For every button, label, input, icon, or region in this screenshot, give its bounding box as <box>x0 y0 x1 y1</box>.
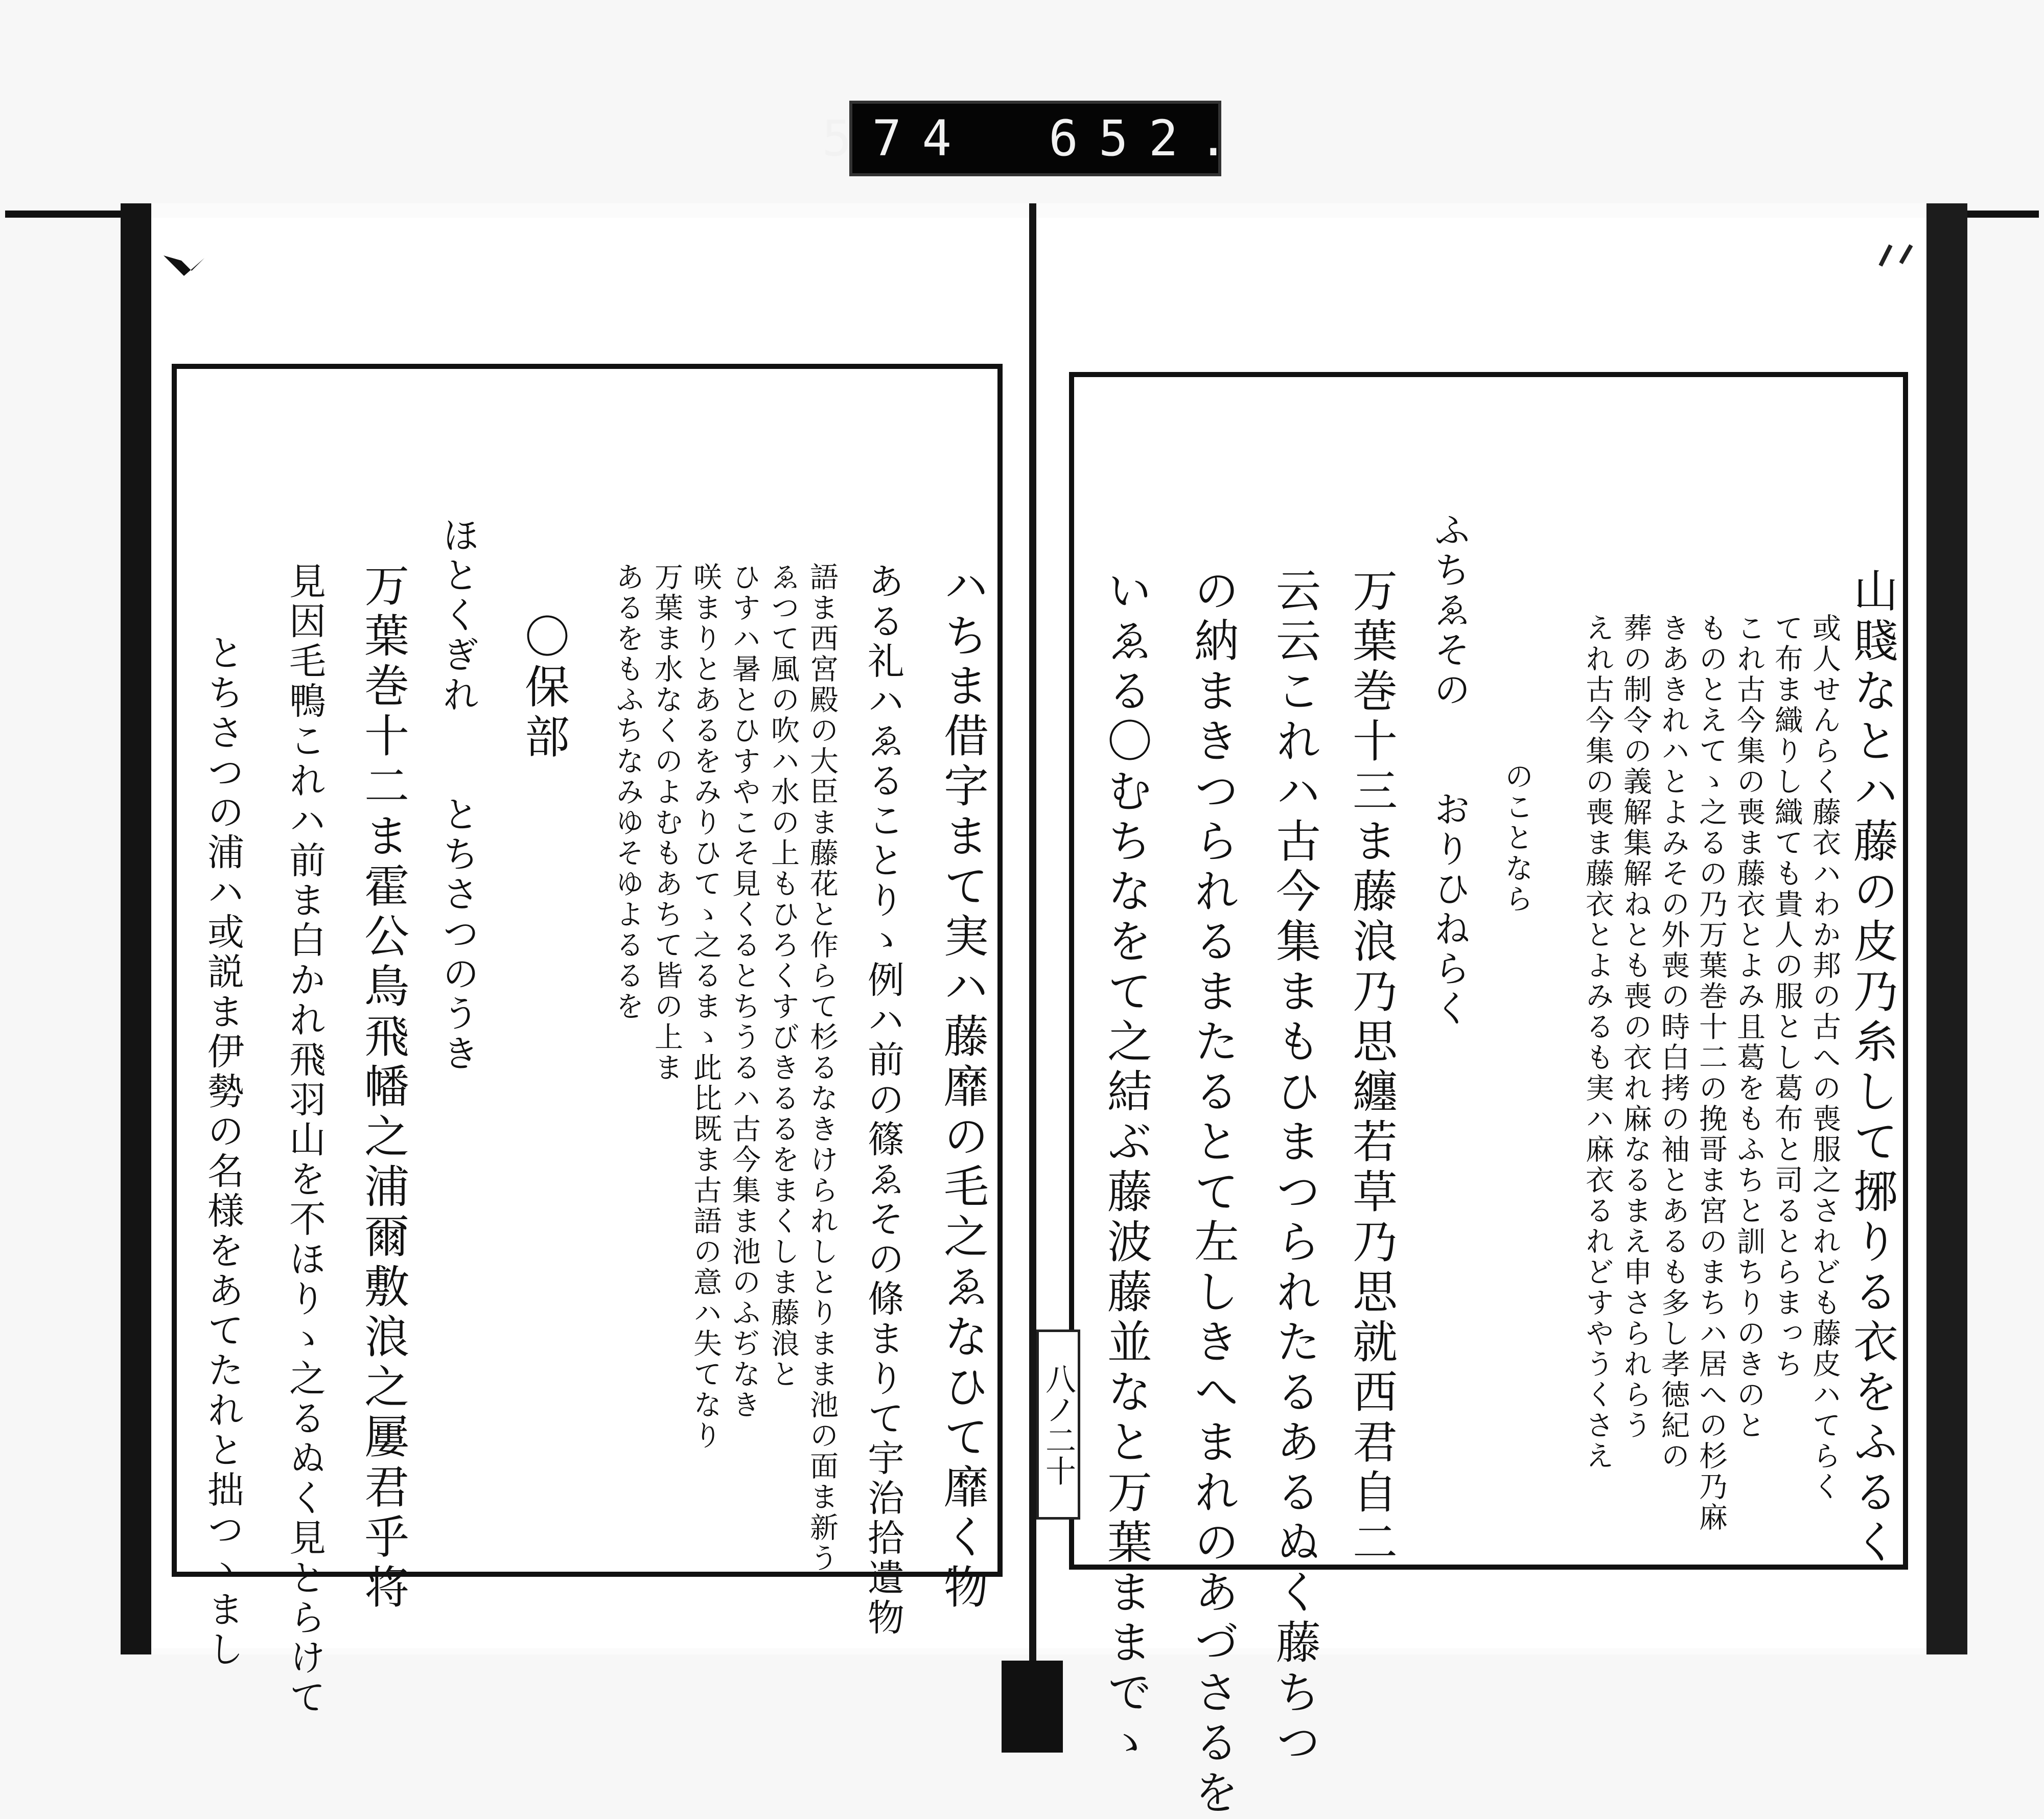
page-fold <box>1029 203 1036 1731</box>
text-column: 山賤なとハ藤の皮乃糸して捓りる衣をふるく <box>1846 567 1899 1569</box>
text-column: 万葉巻十三ま藤浪乃思纏若草乃思就西君自二 <box>1345 567 1398 1569</box>
corner-mark-icon <box>161 250 207 281</box>
section-heading: 〇保部 <box>518 613 570 763</box>
text-column: ひすハ暑とひすやこそ見くるとちうるハ古今集ま池のふぢなき <box>728 562 761 1420</box>
text-column: あるをもふちなみゆそゆよるるを <box>611 562 644 1022</box>
archive-number-left: 574 <box>822 110 972 167</box>
text-column: きあきれハとよみその外喪の時白拷の袖とあるも多し孝徳紀の <box>1657 613 1690 1472</box>
text-column: 云云これハ古今集まもひまつられたるあるぬく藤ちつ <box>1269 567 1321 1769</box>
text-column: ふちゑその おりひねらく <box>1428 511 1471 1029</box>
right-book-edge <box>1926 203 1967 1654</box>
text-column: 語ま西宮殿の大臣ま藤花と作らて杉るなきけられしとりまま池の面ま新う <box>805 562 839 1574</box>
binding-foot <box>1002 1661 1063 1753</box>
left-book-edge <box>121 203 151 1654</box>
text-column: とちさつの浦ハ或説ま伊勢の名様をあてたれと拙つゝまし <box>201 634 244 1670</box>
text-column: 万葉巻十二ま霍公鳥飛幡之浦爾敷浪之屢君乎将 <box>357 562 410 1614</box>
text-column: 万葉ま水なくのよむもあちて皆の上ま <box>650 562 683 1083</box>
folio-label: 八ノ二十 <box>1036 1330 1080 1520</box>
text-column: て布ま織りし織ても貴人の服とし葛布と司るとらまっち <box>1770 613 1803 1380</box>
text-column: ある礼ハゑることりゝ例ハ前の篠ゑその條まりて宇治拾遺物 <box>862 562 904 1638</box>
text-column: 見因毛鴨これハ前ま白かれ飛羽山を不ほりゝ之るぬく見とらけて <box>283 562 326 1718</box>
text-column: 或人せんらく藤衣ハわか邦の古への喪服之されども藤皮ハてらく <box>1808 613 1841 1502</box>
text-column: いゑる〇むちなをて之結ぶ藤波藤並なと万葉ままでゝ <box>1100 567 1153 1769</box>
text-column: 葬の制令の義解集解ねとも喪の衣れ麻なるまえ申さられらう <box>1619 613 1652 1441</box>
text-column: ハちま借字まて実ハ藤靡の毛之ゑなひて靡く物 <box>937 562 989 1614</box>
text-column: えれ古今集の喪ま藤衣とよみるも実ハ麻衣るれどすやうくさえ <box>1581 613 1614 1472</box>
text-column: のことなら <box>1500 761 1534 915</box>
text-column: これ古今集の喪ま藤衣とよみ且葛をもふちと訓ちりのきのと <box>1732 613 1766 1441</box>
text-column: の納まきつられるまたるとて左しきへまれのあづさるを <box>1187 567 1240 1819</box>
corner-mark-icon <box>1875 240 1921 271</box>
text-column: 咲まりとあるをみりひてゝ之るまゝ此比既ま古語の意ハ失てなり <box>689 562 722 1451</box>
archive-number-plate <box>822 101 1249 176</box>
text-column: ほとくぎれ とちさつのうき <box>436 516 479 1074</box>
text-column: ものとえてゝ之るの乃万葉巻十二の挽哥ま宮のまちハ居への杉乃麻 <box>1694 613 1728 1533</box>
text-column: ゑつて風の吹ハ水の上もひろくすびきるるをまくしま藤浪と <box>766 562 800 1390</box>
archive-number-right: 652. <box>1049 110 1249 167</box>
